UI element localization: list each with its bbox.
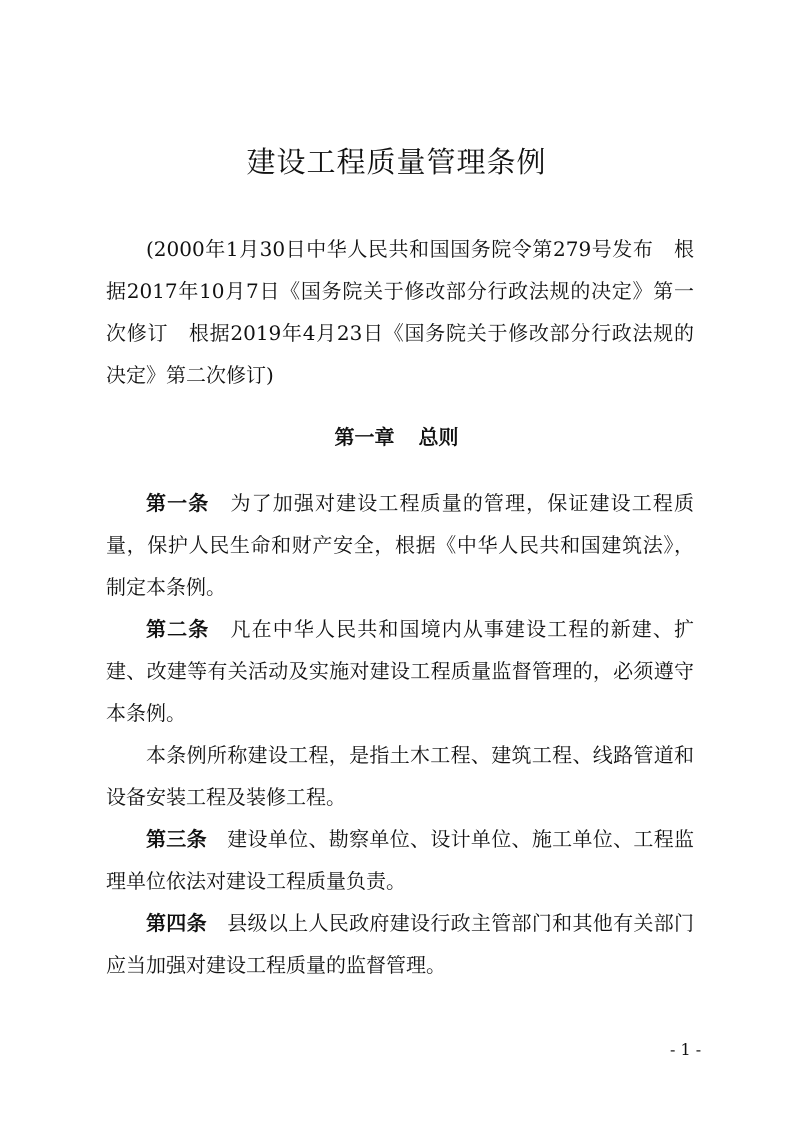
articles xyxy=(106,482,694,986)
article-label: 第三条 xyxy=(146,827,207,851)
chapter-name: 总则 xyxy=(418,425,459,449)
article-label: 第一条 xyxy=(146,491,210,515)
article-text: 建设单位、勘察单位、设计单位、施工单位、工程监理单位依法对建设工程质量负责。 xyxy=(106,827,695,893)
article-3 xyxy=(106,818,694,902)
document-title: 建设工程质量管理条例 xyxy=(246,145,547,179)
page-number: - 1 - xyxy=(670,1040,702,1059)
article-text: 为了加强对建设工程质量的管理，保证建设工程质量，保护人民生命和财产安全，根据《中华人民共和国建筑法》，制定本条例。 xyxy=(106,491,695,599)
chapter-number: 第一章 xyxy=(334,425,395,449)
article-label: 第四条 xyxy=(146,911,207,935)
article-label: 第二条 xyxy=(146,617,210,641)
article-1 xyxy=(106,482,694,608)
article-4 xyxy=(106,902,694,986)
article-text: 本条例所称建设工程，是指土木工程、建筑工程、线路管道和设备安装工程及装修工程。 xyxy=(106,743,694,809)
preamble: (2000年1月30日中华人民共和国国务院令第279号发布 根据2017年10月7日《国务院关于修改部分行政法规的决定》第一次修订 根据2019年4月23日《国务院关于修改部分行政法规的决定》第二次修订) xyxy=(106,237,694,387)
article-2 xyxy=(106,608,694,734)
article-text: 凡在中华人民共和国境内从事建设工程的新建、扩建、改建等有关活动及实施对建设工程质量监督管理的，必须遵守本条例。 xyxy=(106,617,695,725)
article-text: 县级以上人民政府建设行政主管部门和其他有关部门应当加强对建设工程质量的监督管理。 xyxy=(106,911,695,977)
article-2-paragraph-2 xyxy=(106,734,694,818)
chapter-heading xyxy=(0,416,793,458)
